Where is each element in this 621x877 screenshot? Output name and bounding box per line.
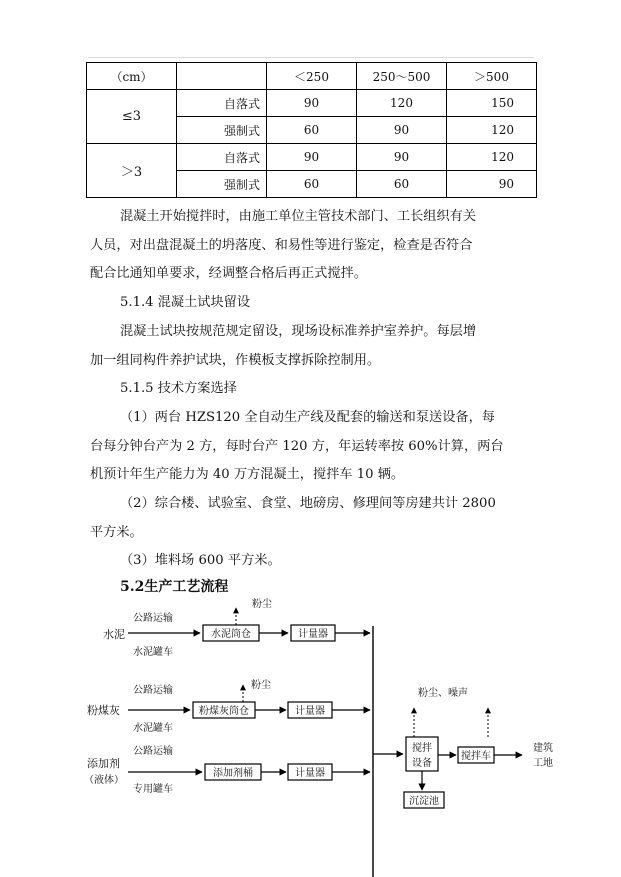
table-row <box>87 90 537 117</box>
transport-label: 公路运输 <box>133 746 173 757</box>
input-material: 添加剂 <box>87 757 120 770</box>
paragraph-production-lines <box>90 404 535 490</box>
text-line: 混凝土试块按规范规定留设，现场设标准养护室养护。每层增 <box>120 324 477 339</box>
destination-label: 工地 <box>533 758 553 769</box>
table-cell: 90 <box>357 144 447 171</box>
text-line: 机预计年生产能力为 40 万方混凝土，搅拌车 10 辆。 <box>90 467 405 483</box>
table-cell: 90 <box>357 117 447 144</box>
table-cell: 90 <box>447 171 537 198</box>
vehicle-label: 水泥罐车 <box>133 723 173 734</box>
text-line: 人员，对出盘混凝土的坍落度、和易性等进行鉴定，检查是否符合 <box>90 237 473 253</box>
text-line: （1）两台 HZS120 全自动生产线及配套的输送和泵送设备，每 <box>120 410 495 425</box>
paragraph-mixing-check <box>90 203 535 289</box>
table-cell: 150 <box>447 90 537 117</box>
text-line: （3）堆料场 600 平方米。 <box>120 553 281 568</box>
mixer-type: 强制式 <box>177 117 267 144</box>
transport-label: 公路运输 <box>133 613 173 624</box>
text-line: 配合比通知单要求，经调整合格后再正式搅拌。 <box>90 266 367 282</box>
truck-label: 搅拌车 <box>461 751 491 762</box>
paragraph-stockyard <box>90 547 535 576</box>
mixer-label: 设备 <box>412 758 432 769</box>
text-line: 平方米。 <box>90 524 143 540</box>
table-cell: 90 <box>267 144 357 171</box>
table-header-cell: ＞500 <box>447 63 537 90</box>
sediment-label: 沉淀池 <box>409 796 439 807</box>
meter-label: 计量器 <box>298 629 328 640</box>
table-cell: 90 <box>267 90 357 117</box>
paragraph-test-blocks <box>90 318 535 375</box>
paragraph-buildings <box>90 490 535 547</box>
table-header-cell: 250～500 <box>357 63 447 90</box>
meter-label: 计量器 <box>295 768 325 779</box>
emission-label: 粉尘、噪声 <box>418 688 468 699</box>
table-header-row <box>87 63 537 90</box>
text-line: 混凝土开始搅拌时，由施工单位主管技术部门、工长组织有关 <box>120 209 477 224</box>
table-header-cell: （cm） <box>87 63 177 90</box>
storage-label: 添加剂桶 <box>213 768 253 779</box>
mixer-label: 搅拌 <box>412 743 432 754</box>
transport-label: 公路运输 <box>133 685 173 696</box>
table-cell: 60 <box>267 171 357 198</box>
text-line: 台每分钟台产为 2 方，每时台产 120 方，年运转率按 60%计算，两台 <box>90 438 504 454</box>
vehicle-label: 专用罐车 <box>133 784 173 795</box>
storage-label: 水泥筒仓 <box>211 629 251 640</box>
mixing-time-table <box>86 62 537 198</box>
section-heading-5-1-4 <box>90 289 535 318</box>
section-heading-5-1-5 <box>90 375 535 404</box>
table-header-cell <box>177 63 267 90</box>
destination-label: 建筑 <box>533 743 553 754</box>
mixer-type: 自落式 <box>177 90 267 117</box>
input-material: 粉煤灰 <box>87 704 120 717</box>
dust-label: 粉尘 <box>252 599 272 610</box>
header-rule <box>88 57 534 58</box>
section-heading-5-2: 5.2生产工艺流程 <box>120 579 229 595</box>
process-flow-diagram <box>0 596 621 877</box>
input-material: 水泥 <box>103 628 125 641</box>
dust-label: 粉尘 <box>251 680 271 691</box>
text-line: 5.1.4 混凝土试块留设 <box>120 295 251 310</box>
table-cell: 120 <box>447 117 537 144</box>
group-label: ＞3 <box>87 144 177 198</box>
text-line: （2）综合楼、试验室、食堂、地磅房、修理间等房建共计 2800 <box>120 496 496 511</box>
table-cell: 60 <box>357 171 447 198</box>
meter-label: 计量器 <box>295 706 325 717</box>
vehicle-label: 水泥罐车 <box>133 647 173 658</box>
table-cell: 120 <box>447 144 537 171</box>
storage-label: 粉煤灰筒仓 <box>199 706 249 717</box>
table-row <box>87 144 537 171</box>
table-cell: 60 <box>267 117 357 144</box>
input-material-note: （液体） <box>84 775 124 786</box>
mixer-type: 自落式 <box>177 144 267 171</box>
group-label: ≤3 <box>87 90 177 144</box>
text-line: 5.1.5 技术方案选择 <box>120 381 237 396</box>
text-line: 加一组同构件养护试块，作模板支撑拆除控制用。 <box>90 352 381 368</box>
table-cell: 120 <box>357 90 447 117</box>
table-header-cell: ＜250 <box>267 63 357 90</box>
mixer-type: 强制式 <box>177 171 267 198</box>
